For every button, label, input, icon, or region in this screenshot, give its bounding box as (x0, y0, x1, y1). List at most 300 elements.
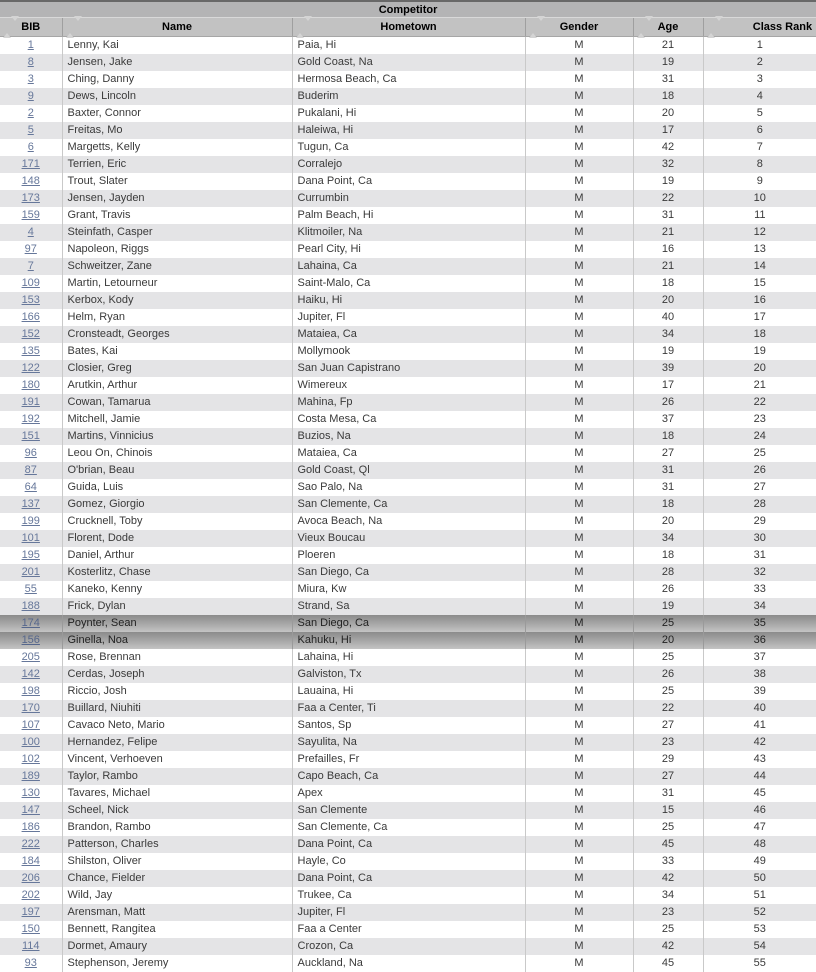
bib-cell (0, 547, 62, 564)
age-cell: 19 (633, 343, 703, 360)
hometown-cell: Mahina, Fp (292, 394, 525, 411)
gender-cell: M (525, 428, 633, 445)
name-cell: Wild, Jay (62, 887, 292, 904)
age-cell: 42 (633, 870, 703, 887)
class-rank-cell: 45 (703, 785, 816, 802)
name-cell: Arutkin, Arthur (62, 377, 292, 394)
hometown-cell: Apex (292, 785, 525, 802)
table-row (0, 309, 816, 326)
class-rank-cell: 27 (703, 479, 816, 496)
age-cell: 29 (633, 751, 703, 768)
bib-link[interactable]: 205 (22, 651, 40, 663)
table-row (0, 768, 816, 785)
hometown-cell: Paia, Hi (292, 37, 525, 55)
hometown-cell: Klitmoiler, Na (292, 224, 525, 241)
age-cell: 20 (633, 632, 703, 649)
hometown-cell: Mataiea, Ca (292, 326, 525, 343)
name-cell: Gomez, Giorgio (62, 496, 292, 513)
name-cell: Cavaco Neto, Mario (62, 717, 292, 734)
hometown-cell: Palm Beach, Hi (292, 207, 525, 224)
class-rank-cell: 25 (703, 445, 816, 462)
class-rank-cell: 21 (703, 377, 816, 394)
gender-cell: M (525, 836, 633, 853)
class-rank-cell: 7 (703, 139, 816, 156)
age-cell: 32 (633, 156, 703, 173)
gender-cell: M (525, 156, 633, 173)
class-rank-cell: 55 (703, 955, 816, 972)
hometown-cell: Jupiter, Fl (292, 309, 525, 326)
name-cell: Brandon, Rambo (62, 819, 292, 836)
age-cell: 33 (633, 853, 703, 870)
table-row (0, 836, 816, 853)
table-row (0, 853, 816, 870)
bib-cell (0, 921, 62, 938)
name-cell: Chance, Fielder (62, 870, 292, 887)
bib-link[interactable]: 97 (25, 243, 37, 255)
bib-link[interactable]: 8 (28, 56, 34, 68)
table-row (0, 615, 816, 632)
bib-link[interactable]: 170 (22, 702, 40, 714)
bib-cell (0, 513, 62, 530)
hometown-cell: Auckland, Na (292, 955, 525, 972)
class-rank-cell: 49 (703, 853, 816, 870)
bib-cell (0, 938, 62, 955)
table-row (0, 513, 816, 530)
name-cell: Dews, Lincoln (62, 88, 292, 105)
bib-link[interactable]: 192 (22, 413, 40, 425)
age-cell: 18 (633, 428, 703, 445)
table-row (0, 717, 816, 734)
sort-up-down-icon (637, 21, 645, 33)
class-rank-cell: 24 (703, 428, 816, 445)
class-rank-cell: 17 (703, 309, 816, 326)
sort-up-down-icon (707, 21, 715, 33)
table-row (0, 802, 816, 819)
hometown-cell: Mataiea, Ca (292, 445, 525, 462)
table-group-header-row (0, 1, 816, 18)
bib-cell (0, 598, 62, 615)
bib-link[interactable]: 122 (22, 362, 40, 374)
hometown-cell: Hermosa Beach, Ca (292, 71, 525, 88)
bib-link[interactable]: 189 (22, 770, 40, 782)
bib-cell (0, 71, 62, 88)
table-row (0, 734, 816, 751)
class-rank-cell: 32 (703, 564, 816, 581)
age-cell: 39 (633, 360, 703, 377)
bib-link[interactable]: 102 (22, 753, 40, 765)
name-cell: Martin, Letourneur (62, 275, 292, 292)
gender-cell: M (525, 649, 633, 666)
bib-link[interactable]: 130 (22, 787, 40, 799)
table-row (0, 547, 816, 564)
gender-cell: M (525, 530, 633, 547)
table-row (0, 904, 816, 921)
class-rank-cell: 20 (703, 360, 816, 377)
table-row (0, 938, 816, 955)
name-cell: Helm, Ryan (62, 309, 292, 326)
bib-link[interactable]: 96 (25, 447, 37, 459)
gender-cell: M (525, 292, 633, 309)
bib-link[interactable]: 150 (22, 923, 40, 935)
bib-cell (0, 717, 62, 734)
gender-cell: M (525, 479, 633, 496)
bib-link[interactable]: 186 (22, 821, 40, 833)
class-rank-cell: 54 (703, 938, 816, 955)
bib-link[interactable]: 195 (22, 549, 40, 561)
table-row (0, 275, 816, 292)
gender-cell: M (525, 122, 633, 139)
class-rank-cell: 2 (703, 54, 816, 71)
bib-cell (0, 734, 62, 751)
class-rank-cell: 43 (703, 751, 816, 768)
age-cell: 26 (633, 394, 703, 411)
age-cell: 16 (633, 241, 703, 258)
name-cell: Riccio, Josh (62, 683, 292, 700)
gender-cell: M (525, 734, 633, 751)
bib-link[interactable]: 109 (22, 277, 40, 289)
gender-cell: M (525, 853, 633, 870)
bib-cell (0, 955, 62, 972)
bib-link[interactable]: 206 (22, 872, 40, 884)
bib-link[interactable]: 174 (22, 617, 40, 629)
bib-link[interactable]: 198 (22, 685, 40, 697)
bib-link[interactable]: 137 (22, 498, 40, 510)
bib-link[interactable]: 93 (25, 957, 37, 969)
gender-cell: M (525, 819, 633, 836)
name-cell: Jensen, Jake (62, 54, 292, 71)
column-header-hometown[interactable] (292, 18, 525, 37)
bib-cell (0, 275, 62, 292)
hometown-cell: Galviston, Tx (292, 666, 525, 683)
gender-cell: M (525, 241, 633, 258)
gender-cell: M (525, 785, 633, 802)
bib-link[interactable]: 166 (22, 311, 40, 323)
bib-link[interactable]: 101 (22, 532, 40, 544)
age-cell: 28 (633, 564, 703, 581)
name-cell: Bennett, Rangitea (62, 921, 292, 938)
hometown-cell: Crozon, Ca (292, 938, 525, 955)
bib-link[interactable]: 153 (22, 294, 40, 306)
bib-cell (0, 904, 62, 921)
age-cell: 18 (633, 547, 703, 564)
column-header-label: Hometown (380, 21, 436, 33)
gender-cell: M (525, 632, 633, 649)
class-rank-cell: 28 (703, 496, 816, 513)
table-row (0, 819, 816, 836)
name-cell: Mitchell, Jamie (62, 411, 292, 428)
bib-cell (0, 88, 62, 105)
bib-link[interactable]: 173 (22, 192, 40, 204)
bib-cell (0, 887, 62, 904)
bib-link[interactable]: 6 (28, 141, 34, 153)
hometown-cell: Dana Point, Ca (292, 173, 525, 190)
table-row (0, 462, 816, 479)
class-rank-cell: 31 (703, 547, 816, 564)
hometown-cell: San Juan Capistrano (292, 360, 525, 377)
bib-link[interactable]: 87 (25, 464, 37, 476)
bib-link[interactable]: 188 (22, 600, 40, 612)
column-header-label: Age (658, 21, 679, 33)
gender-cell: M (525, 377, 633, 394)
class-rank-cell: 3 (703, 71, 816, 88)
table-row (0, 326, 816, 343)
bib-link[interactable]: 147 (22, 804, 40, 816)
hometown-cell: Miura, Kw (292, 581, 525, 598)
bib-cell (0, 156, 62, 173)
age-cell: 27 (633, 768, 703, 785)
class-rank-cell: 33 (703, 581, 816, 598)
class-rank-cell: 44 (703, 768, 816, 785)
bib-link[interactable]: 202 (22, 889, 40, 901)
bib-link[interactable]: 7 (28, 260, 34, 272)
bib-link[interactable]: 3 (28, 73, 34, 85)
class-rank-cell: 19 (703, 343, 816, 360)
bib-cell (0, 751, 62, 768)
table-row (0, 564, 816, 581)
bib-cell (0, 632, 62, 649)
bib-link[interactable]: 201 (22, 566, 40, 578)
class-rank-cell: 35 (703, 615, 816, 632)
bib-link[interactable]: 197 (22, 906, 40, 918)
name-cell: Kerbox, Kody (62, 292, 292, 309)
age-cell: 23 (633, 904, 703, 921)
bib-cell (0, 394, 62, 411)
bib-link[interactable]: 156 (22, 634, 40, 646)
table-row (0, 224, 816, 241)
gender-cell: M (525, 411, 633, 428)
name-cell: Poynter, Sean (62, 615, 292, 632)
hometown-cell: Buzios, Na (292, 428, 525, 445)
gender-cell: M (525, 955, 633, 972)
class-rank-cell: 22 (703, 394, 816, 411)
age-cell: 17 (633, 122, 703, 139)
class-rank-cell: 30 (703, 530, 816, 547)
name-cell: Scheel, Nick (62, 802, 292, 819)
bib-link[interactable]: 55 (25, 583, 37, 595)
hometown-cell: Lahaina, Ca (292, 258, 525, 275)
table-row (0, 54, 816, 71)
bib-link[interactable]: 184 (22, 855, 40, 867)
bib-link[interactable]: 148 (22, 175, 40, 187)
age-cell: 21 (633, 258, 703, 275)
age-cell: 26 (633, 666, 703, 683)
name-cell: Freitas, Mo (62, 122, 292, 139)
bib-link[interactable]: 1 (28, 39, 34, 51)
table-row (0, 411, 816, 428)
age-cell: 18 (633, 496, 703, 513)
age-cell: 25 (633, 819, 703, 836)
age-cell: 34 (633, 530, 703, 547)
column-header-age[interactable] (633, 18, 703, 37)
hometown-cell: Faa a Center (292, 921, 525, 938)
class-rank-cell: 11 (703, 207, 816, 224)
bib-cell (0, 683, 62, 700)
name-cell: Closier, Greg (62, 360, 292, 377)
name-cell: Leou On, Chinois (62, 445, 292, 462)
bib-link[interactable]: 191 (22, 396, 40, 408)
hometown-cell: Ploeren (292, 547, 525, 564)
bib-link[interactable]: 180 (22, 379, 40, 391)
bib-link[interactable]: 199 (22, 515, 40, 527)
hometown-cell: Kahuku, Hi (292, 632, 525, 649)
age-cell: 31 (633, 207, 703, 224)
hometown-cell: Lauaina, Hi (292, 683, 525, 700)
name-cell: Kosterlitz, Chase (62, 564, 292, 581)
bib-link[interactable]: 114 (22, 940, 40, 952)
bib-cell (0, 564, 62, 581)
gender-cell: M (525, 598, 633, 615)
bib-cell (0, 309, 62, 326)
class-rank-cell: 14 (703, 258, 816, 275)
name-cell: Schweitzer, Zane (62, 258, 292, 275)
class-rank-cell: 51 (703, 887, 816, 904)
gender-cell: M (525, 139, 633, 156)
name-cell: Arensman, Matt (62, 904, 292, 921)
age-cell: 25 (633, 649, 703, 666)
table-row (0, 496, 816, 513)
gender-cell: M (525, 547, 633, 564)
table-row (0, 71, 816, 88)
bib-cell (0, 479, 62, 496)
gender-cell: M (525, 615, 633, 632)
class-rank-cell: 52 (703, 904, 816, 921)
hometown-cell: Santos, Sp (292, 717, 525, 734)
class-rank-cell: 46 (703, 802, 816, 819)
sort-up-down-icon (3, 21, 11, 33)
gender-cell: M (525, 37, 633, 55)
bib-cell (0, 224, 62, 241)
age-cell: 20 (633, 513, 703, 530)
column-header-name[interactable] (62, 18, 292, 37)
class-rank-cell: 9 (703, 173, 816, 190)
table-row (0, 632, 816, 649)
column-header-label: Class Rank (753, 21, 812, 33)
bib-link[interactable]: 4 (28, 226, 34, 238)
class-rank-cell: 53 (703, 921, 816, 938)
table-row (0, 173, 816, 190)
bib-link[interactable]: 135 (22, 345, 40, 357)
name-cell: Florent, Dode (62, 530, 292, 547)
name-cell: Dormet, Amaury (62, 938, 292, 955)
hometown-cell: Costa Mesa, Ca (292, 411, 525, 428)
class-rank-cell: 5 (703, 105, 816, 122)
hometown-cell: Haiku, Hi (292, 292, 525, 309)
table-row (0, 394, 816, 411)
hometown-cell: Dana Point, Ca (292, 870, 525, 887)
class-rank-cell: 18 (703, 326, 816, 343)
bib-cell (0, 853, 62, 870)
bib-link[interactable]: 5 (28, 124, 34, 136)
age-cell: 25 (633, 615, 703, 632)
gender-cell: M (525, 309, 633, 326)
bib-link[interactable]: 171 (22, 158, 40, 170)
bib-link[interactable]: 142 (22, 668, 40, 680)
class-rank-cell: 15 (703, 275, 816, 292)
age-cell: 15 (633, 802, 703, 819)
table-row (0, 751, 816, 768)
name-cell: O'brian, Beau (62, 462, 292, 479)
class-rank-cell: 26 (703, 462, 816, 479)
table-row (0, 207, 816, 224)
hometown-cell: San Diego, Ca (292, 564, 525, 581)
gender-cell: M (525, 275, 633, 292)
bib-link[interactable]: 222 (22, 838, 40, 850)
age-cell: 34 (633, 326, 703, 343)
hometown-cell: Lahaina, Hi (292, 649, 525, 666)
bib-link[interactable]: 152 (22, 328, 40, 340)
table-row (0, 887, 816, 904)
name-cell: Stephenson, Jeremy (62, 955, 292, 972)
name-cell: Napoleon, Riggs (62, 241, 292, 258)
bib-cell (0, 462, 62, 479)
class-rank-cell: 8 (703, 156, 816, 173)
age-cell: 21 (633, 37, 703, 55)
sort-up-down-icon (296, 21, 304, 33)
bib-link[interactable]: 64 (25, 481, 37, 493)
bib-cell (0, 649, 62, 666)
age-cell: 18 (633, 88, 703, 105)
age-cell: 17 (633, 377, 703, 394)
table-row (0, 581, 816, 598)
gender-cell: M (525, 394, 633, 411)
age-cell: 20 (633, 292, 703, 309)
bib-cell (0, 445, 62, 462)
table-row (0, 870, 816, 887)
age-cell: 31 (633, 462, 703, 479)
gender-cell: M (525, 938, 633, 955)
bib-cell (0, 258, 62, 275)
table-row (0, 37, 816, 55)
bib-cell (0, 139, 62, 156)
hometown-cell: Pukalani, Hi (292, 105, 525, 122)
table-row (0, 258, 816, 275)
bib-cell (0, 615, 62, 632)
table-row (0, 343, 816, 360)
bib-link[interactable]: 9 (28, 90, 34, 102)
name-cell: Shilston, Oliver (62, 853, 292, 870)
gender-cell: M (525, 564, 633, 581)
column-header-class-rank[interactable] (703, 18, 816, 37)
hometown-cell: Corralejo (292, 156, 525, 173)
bib-link[interactable]: 100 (22, 736, 40, 748)
gender-cell: M (525, 666, 633, 683)
bib-cell (0, 785, 62, 802)
gender-cell: M (525, 224, 633, 241)
bib-cell (0, 326, 62, 343)
table-row (0, 785, 816, 802)
bib-link[interactable]: 159 (22, 209, 40, 221)
class-rank-cell: 47 (703, 819, 816, 836)
gender-cell: M (525, 496, 633, 513)
column-header-bib[interactable] (0, 18, 62, 37)
age-cell: 37 (633, 411, 703, 428)
bib-link[interactable]: 107 (22, 719, 40, 731)
table-row (0, 292, 816, 309)
bib-cell (0, 802, 62, 819)
name-cell: Buillard, Niuhiti (62, 700, 292, 717)
class-rank-cell: 10 (703, 190, 816, 207)
table-row (0, 598, 816, 615)
gender-cell: M (525, 445, 633, 462)
age-cell: 31 (633, 71, 703, 88)
column-header-gender[interactable] (525, 18, 633, 37)
bib-link[interactable]: 2 (28, 107, 34, 119)
name-cell: Crucknell, Toby (62, 513, 292, 530)
hometown-cell: San Clemente, Ca (292, 496, 525, 513)
class-rank-cell: 6 (703, 122, 816, 139)
bib-link[interactable]: 151 (22, 430, 40, 442)
name-cell: Patterson, Charles (62, 836, 292, 853)
